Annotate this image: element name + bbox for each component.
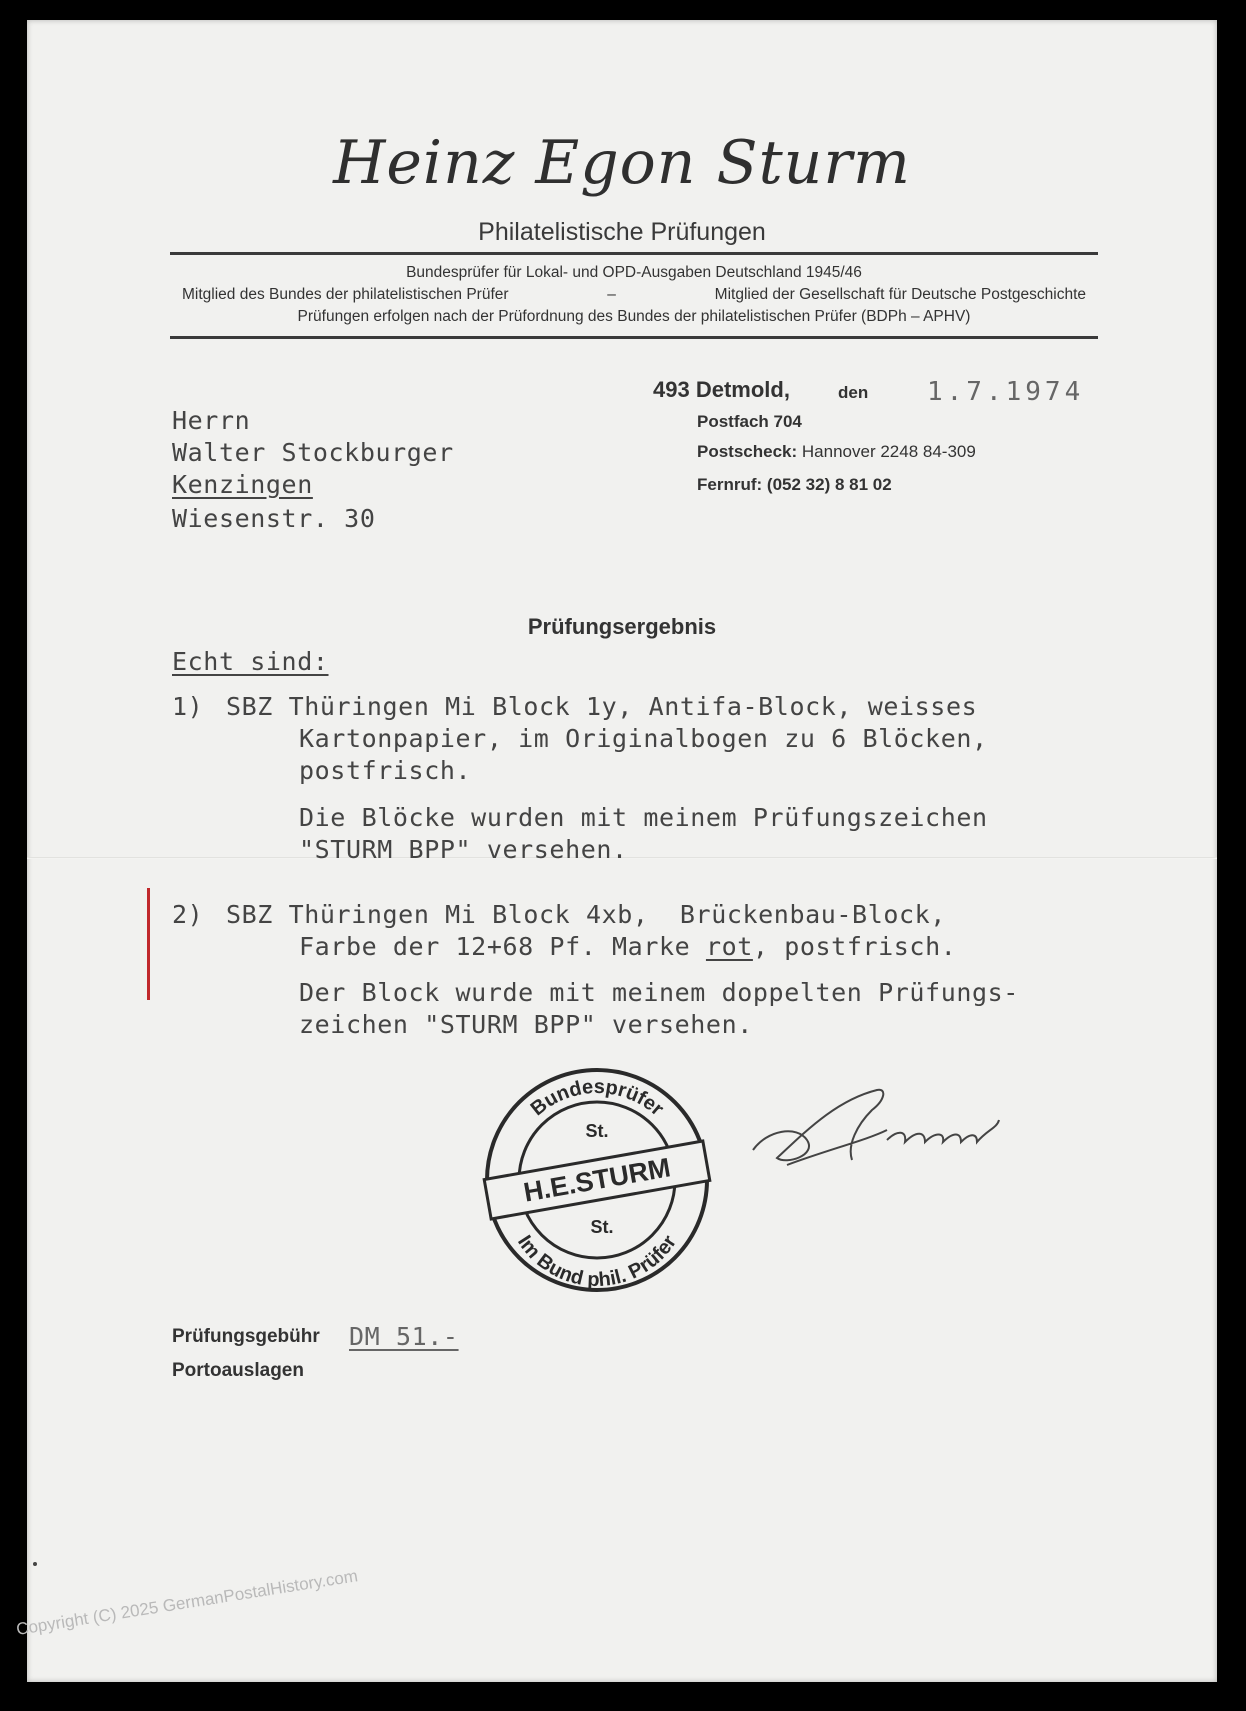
postscheck-label: Postscheck: xyxy=(697,442,798,461)
item-1-note-1: Die Blöcke wurden mit meinem Prüfungszeichen xyxy=(299,803,988,832)
membership-postgeschichte: Mitglied der Gesellschaft für Deutsche Postgeschichte xyxy=(714,286,1086,303)
letterhead-subtitle: Philatelistische Prüfungen xyxy=(478,218,766,246)
item-1-line-3: postfrisch. xyxy=(299,756,472,785)
item-2-line-1: SBZ Thüringen Mi Block 4xb, Brückenbau-Block, xyxy=(226,900,946,929)
sender-postscheck xyxy=(697,442,976,462)
recipient-city: Kenzingen xyxy=(172,470,313,499)
letterhead-rule-bottom xyxy=(170,336,1098,339)
item-2-color-word: rot xyxy=(705,932,753,961)
expert-stamp xyxy=(482,1065,712,1295)
sender-fernruf xyxy=(697,475,892,495)
item-2-note-1: Der Block wurde mit meinem doppelten Prüfungs- xyxy=(299,978,1019,1007)
recipient-street: Wiesenstr. 30 xyxy=(172,504,376,533)
membership-separator: – xyxy=(607,286,616,303)
item-1-number: 1) xyxy=(172,692,204,721)
stamp-st-top: St. xyxy=(585,1121,609,1141)
handwritten-signature xyxy=(747,1070,1047,1180)
result-intro: Echt sind: xyxy=(172,647,329,676)
item-1-line-2: Kartonpapier, im Originalbogen zu 6 Blöcken, xyxy=(299,724,988,753)
letter-date: 1.7.1974 xyxy=(927,377,1085,407)
stamp-bottom-text: Im Bund phil. Prüfer xyxy=(513,1231,681,1292)
item-1-line-1: SBZ Thüringen Mi Block 1y, Antifa-Block, weisses xyxy=(226,692,978,721)
sender-city: 493 Detmold, xyxy=(653,377,790,402)
letterhead-rule-top xyxy=(170,252,1098,255)
fernruf-value: (052 32) 8 81 02 xyxy=(766,475,892,494)
stamp-st-bottom: St. xyxy=(590,1217,614,1237)
fernruf-label: Fernruf: xyxy=(697,475,763,494)
red-margin-mark xyxy=(147,888,150,1000)
letterhead-name: Heinz Egon Sturm xyxy=(333,128,911,198)
porto-label: Portoauslagen xyxy=(172,1360,304,1381)
sender-den: den xyxy=(838,383,869,402)
result-heading: Prüfungsergebnis xyxy=(527,614,717,639)
item-2-line-2-post: , postfrisch. xyxy=(752,932,957,961)
item-1-note-2: "STURM BPP" versehen. xyxy=(299,835,628,864)
recipient-salutation: Herrn xyxy=(172,406,251,435)
item-2-line-2-pre: Farbe der 12+68 Pf. Marke xyxy=(299,932,706,961)
ink-dot xyxy=(33,1562,37,1566)
letterhead-line-3: Prüfungen erfolgen nach der Prüfordnung des Bundes der philatelistischen Prüfer (BDPh – APHV) xyxy=(297,308,971,325)
postscheck-value: Hannover 2248 84-309 xyxy=(801,442,976,461)
membership-bdph: Mitglied des Bundes der philatelistischen Prüfer xyxy=(182,286,509,303)
letterhead-line-2 xyxy=(170,286,1098,304)
recipient-name: Walter Stockburger xyxy=(172,438,454,467)
item-2-line-2 xyxy=(299,932,956,961)
item-2-number: 2) xyxy=(172,900,204,929)
stamp-top-text: Bundesprüfer xyxy=(526,1075,668,1121)
document-sheet xyxy=(27,20,1217,1682)
fee-label: Prüfungsgebühr xyxy=(172,1326,320,1347)
sender-postfach: Postfach 704 xyxy=(697,412,802,431)
stamp-center-text: H.E.STURM xyxy=(521,1152,673,1208)
letterhead-line-1: Bundesprüfer für Lokal- und OPD-Ausgaben Deutschland 1945/46 xyxy=(406,264,862,281)
item-2-note-2: zeichen "STURM BPP" versehen. xyxy=(299,1010,753,1039)
fee-value: DM 51.- xyxy=(349,1322,459,1351)
copyright-watermark: Copyright (C) 2025 GermanPostalHistory.com xyxy=(14,1566,360,1640)
